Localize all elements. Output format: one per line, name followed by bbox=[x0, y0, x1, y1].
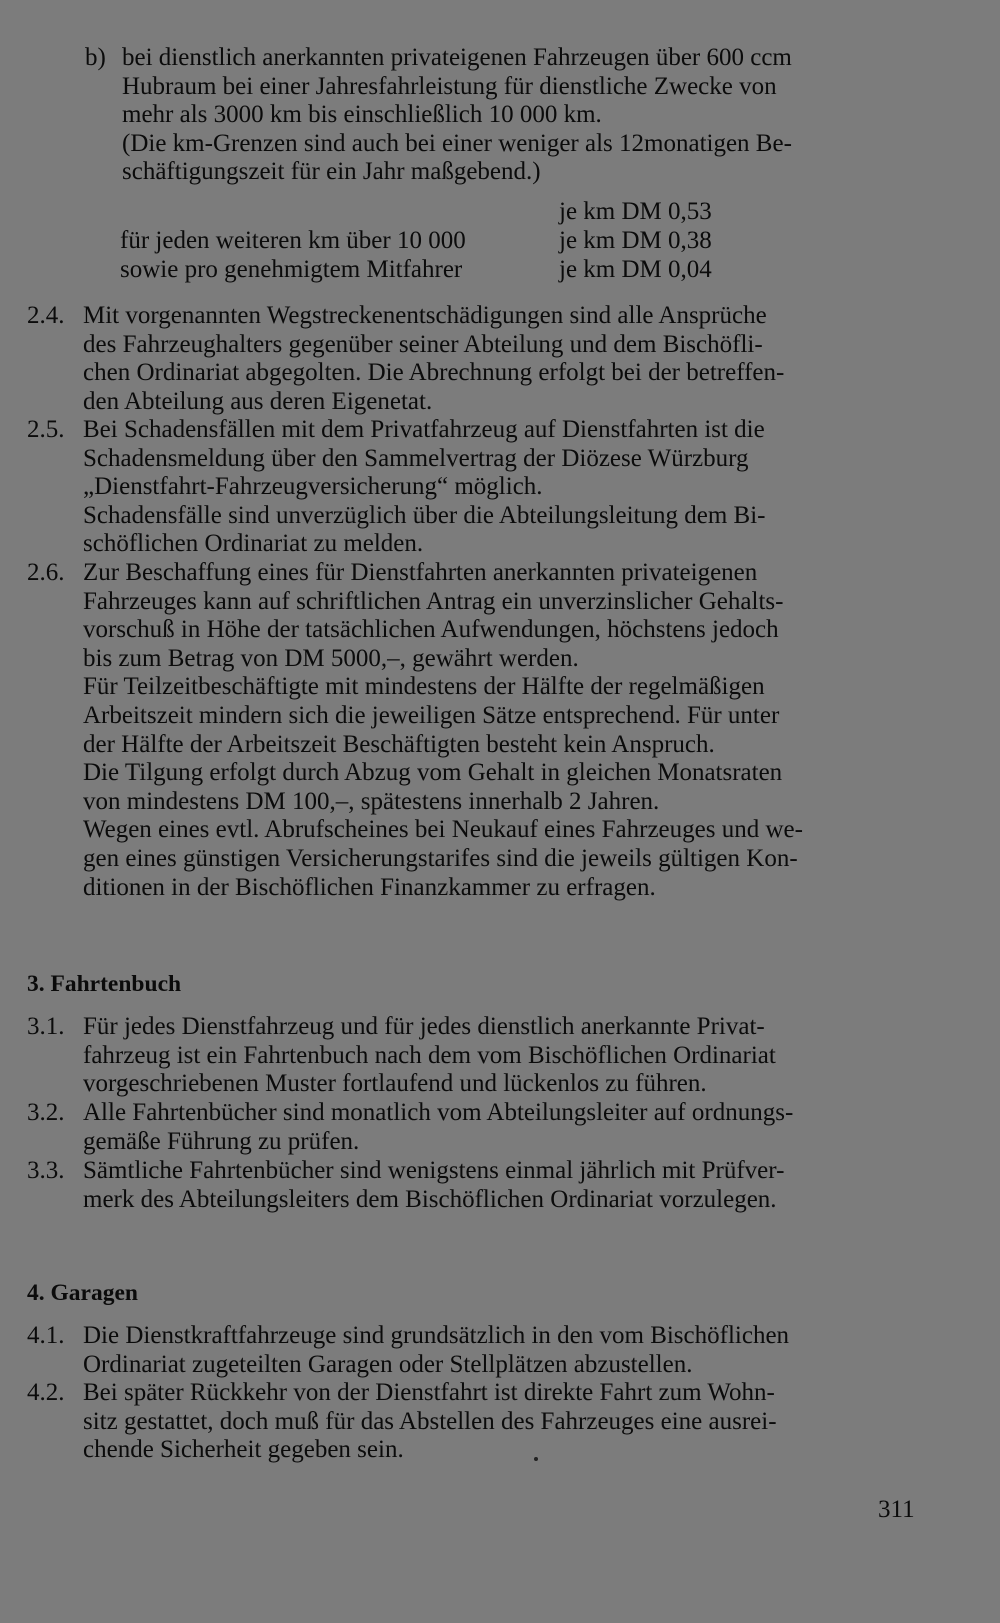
item-number: 2.5. bbox=[27, 416, 65, 443]
text-line: Schadensfälle sind unverzüglich über die Abteilungsleitung dem Bi- bbox=[83, 501, 766, 529]
rate-label: für jeden weiteren km über 10 000 bbox=[120, 227, 466, 254]
item-number: 2.4. bbox=[27, 302, 65, 329]
item-number: 3.3. bbox=[27, 1157, 65, 1184]
item-text bbox=[83, 1322, 925, 1379]
text-line: Wegen eines evtl. Abrufscheines bei Neukauf eines Fahrzeuges und we- bbox=[83, 816, 803, 844]
section-heading-4: 4. Garagen bbox=[27, 1280, 138, 1306]
text-line: Zur Beschaffung eines für Dienstfahrten anerkannten privateigenen bbox=[83, 559, 758, 586]
item-number: 3.1. bbox=[27, 1013, 65, 1040]
text-line: gemäße Führung zu prüfen. bbox=[83, 1127, 360, 1155]
text-line: des Fahrzeughalters gegenüber seiner Abteilung und dem Bischöfli- bbox=[83, 330, 763, 358]
text-line: Die Tilgung erfolgt durch Abzug vom Gehalt in gleichen Monatsraten bbox=[83, 759, 783, 787]
text-line: „Dienstfahrt-Fahrzeugversicherung“ möglich. bbox=[83, 473, 543, 501]
item-text bbox=[83, 559, 925, 902]
rate-value: je km DM 0,04 bbox=[559, 256, 712, 283]
rate-value: je km DM 0,38 bbox=[559, 227, 712, 254]
rate-label: sowie pro genehmigtem Mitfahrer bbox=[120, 256, 463, 283]
text-line: Bei Schadensfällen mit dem Privatfahrzeug auf Dienstfahrten ist die bbox=[83, 416, 765, 443]
text-line: Für jedes Dienstfahrzeug und für jedes dienstlich anerkannte Privat- bbox=[83, 1013, 765, 1040]
text-line: fahrzeug ist ein Fahrtenbuch nach dem vom Bischöflichen Ordinariat bbox=[83, 1041, 776, 1069]
text-line: vorgeschriebenen Muster fortlaufend und lückenlos zu führen. bbox=[83, 1070, 707, 1098]
text-line: Hubraum bei einer Jahresfahrleistung für dienstliche Zwecke von bbox=[122, 72, 777, 100]
ink-speck bbox=[534, 1457, 538, 1461]
text-line: schöflichen Ordinariat zu melden. bbox=[83, 530, 424, 558]
item-number: 4.2. bbox=[27, 1379, 65, 1406]
item-text bbox=[83, 302, 925, 416]
item-number: 2.6. bbox=[27, 559, 65, 586]
text-line: chen Ordinariat abgegolten. Die Abrechnung erfolgt bei der betreffen- bbox=[83, 359, 785, 387]
rate-value: je km DM 0,53 bbox=[559, 198, 712, 225]
item-text bbox=[83, 1099, 925, 1156]
text-line: sitz gestattet, doch muß für das Abstellen des Fahrzeuges eine ausrei- bbox=[83, 1407, 777, 1435]
item-text bbox=[122, 44, 925, 187]
text-line: mehr als 3000 km bis einschließlich 10 000 km. bbox=[122, 101, 602, 129]
item-text bbox=[83, 416, 925, 559]
text-line: (Die km-Grenzen sind auch bei einer weniger als 12monatigen Be- bbox=[122, 129, 792, 157]
text-line: den Abteilung aus deren Eigenetat. bbox=[83, 387, 433, 415]
text-line: vorschuß in Höhe der tatsächlichen Aufwendungen, höchstens jedoch bbox=[83, 616, 779, 644]
text-line: ditionen in der Bischöflichen Finanzkammer zu erfragen. bbox=[83, 873, 656, 901]
item-text bbox=[83, 1379, 925, 1465]
text-line: chende Sicherheit gegeben sein. bbox=[83, 1436, 404, 1464]
text-line: schäftigungszeit für ein Jahr maßgebend.) bbox=[122, 158, 541, 186]
page-number: 311 bbox=[878, 1496, 915, 1523]
text-line: von mindestens DM 100,–, spätestens innerhalb 2 Jahren. bbox=[83, 787, 660, 815]
text-line: Bei später Rückkehr von der Dienstfahrt ist direkte Fahrt zum Wohn- bbox=[83, 1379, 775, 1406]
item-text bbox=[83, 1157, 925, 1214]
text-line: Schadensmeldung über den Sammelvertrag der Diözese Würzburg bbox=[83, 444, 749, 472]
item-text bbox=[83, 1013, 925, 1099]
text-line: Mit vorgenannten Wegstreckenentschädigungen sind alle Ansprüche bbox=[83, 302, 767, 329]
text-line: Fahrzeuges kann auf schriftlichen Antrag ein unverzinslicher Gehalts- bbox=[83, 587, 784, 615]
text-line: Die Dienstkraftfahrzeuge sind grundsätzlich in den vom Bischöflichen bbox=[83, 1322, 790, 1349]
item-number: 3.2. bbox=[27, 1099, 65, 1126]
text-line: Alle Fahrtenbücher sind monatlich vom Abteilungsleiter auf ordnungs- bbox=[83, 1099, 794, 1126]
text-line: bis zum Betrag von DM 5000,–, gewährt werden. bbox=[83, 644, 579, 672]
text-line: der Hälfte der Arbeitszeit Beschäftigten besteht kein Anspruch. bbox=[83, 730, 715, 758]
text-line: merk des Abteilungsleiters dem Bischöflichen Ordinariat vorzulegen. bbox=[83, 1185, 777, 1213]
text-line: Arbeitszeit mindern sich die jeweiligen Sätze entsprechend. Für unter bbox=[83, 701, 780, 729]
item-label: b) bbox=[85, 44, 106, 71]
text-line: gen eines günstigen Versicherungstarifes sind die jeweils gültigen Kon- bbox=[83, 844, 798, 872]
text-line: bei dienstlich anerkannten privateigenen Fahrzeugen über 600 ccm bbox=[122, 44, 792, 71]
item-number: 4.1. bbox=[27, 1322, 65, 1349]
text-line: Ordinariat zugeteilten Garagen oder Stellplätzen abzustellen. bbox=[83, 1350, 693, 1378]
text-line: Für Teilzeitbeschäftigte mit mindestens der Hälfte der regelmäßigen bbox=[83, 673, 765, 701]
text-line: Sämtliche Fahrtenbücher sind wenigstens einmal jährlich mit Prüfver- bbox=[83, 1157, 785, 1184]
section-heading-3: 3. Fahrtenbuch bbox=[27, 971, 182, 997]
